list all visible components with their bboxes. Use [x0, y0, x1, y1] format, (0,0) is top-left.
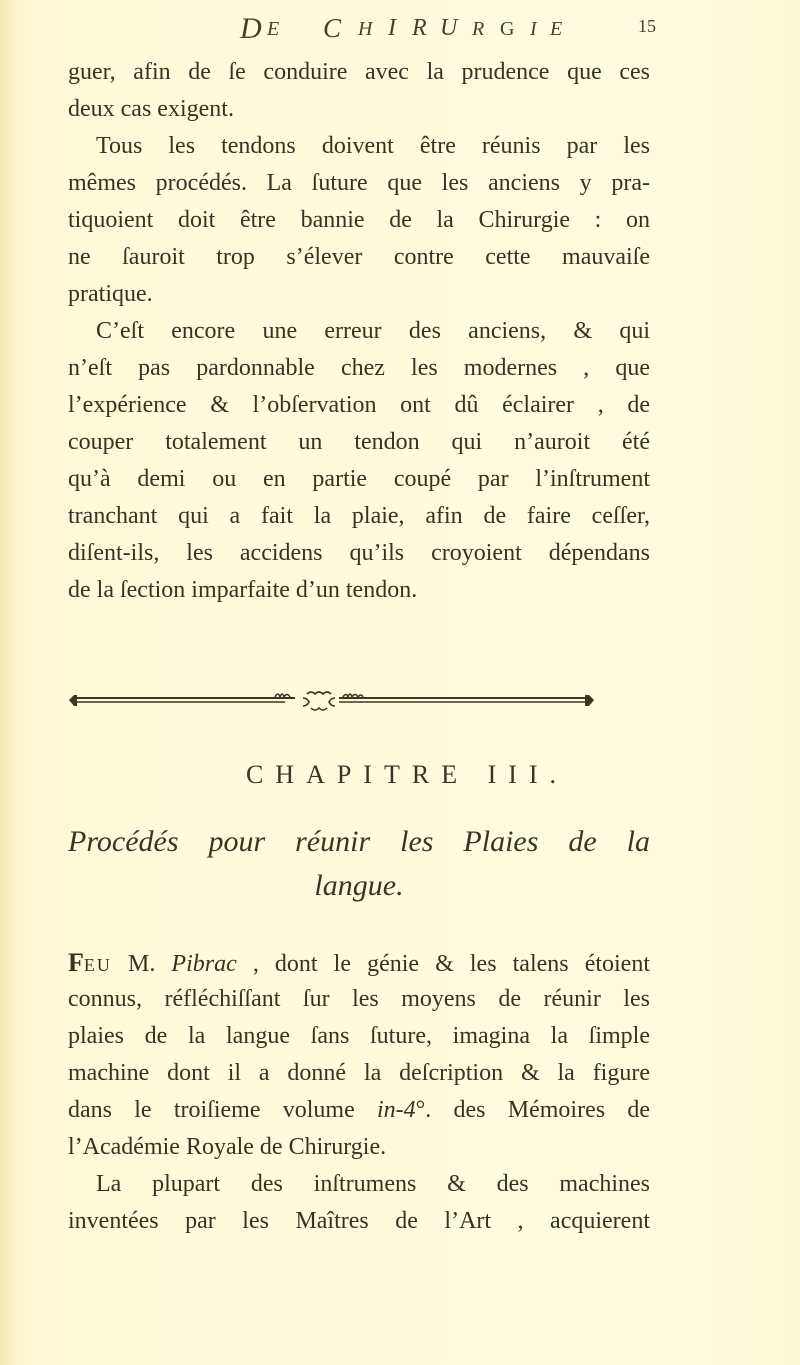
chapter-heading: CHAPITRE III. [245, 760, 569, 789]
running-head-letter: G [500, 18, 515, 40]
running-head-letter: E [267, 18, 280, 40]
text-line: de la ſection imparfaite d’un tendon. [68, 577, 418, 603]
text-line: couper totalement un tendon qui n’auroit été [68, 429, 650, 455]
text-line: C’eſt encore une erreur des anciens, & qui [96, 318, 650, 344]
running-head-letter: H [358, 18, 373, 40]
small-caps: EU [83, 955, 112, 975]
text-line: l’expérience & l’obſervation ont dû éclairer , de [68, 392, 650, 418]
text-fragment: dans le troiſieme volume [68, 1097, 377, 1123]
text-line [68, 1092, 650, 1129]
text-line-lead [68, 944, 650, 981]
text-line: mêmes procédés. La ſuture que les anciens y pra- [68, 170, 650, 196]
text-fragment: , dont le génie & les talens étoient [236, 951, 650, 977]
text-line: plaies de la langue ſans ſuture, imagina la ſimple [68, 1023, 650, 1049]
chapter-title [68, 820, 650, 908]
text-line: connus, réfléchiſſant ſur les moyens de réunir les [68, 986, 650, 1012]
running-head-letter: I [530, 18, 537, 40]
running-head-letter: C [323, 13, 342, 43]
text-block-1 [68, 54, 650, 609]
person-name: Pibrac [171, 951, 237, 977]
text-line: n’eſt pas pardonnable chez les modernes , que [68, 355, 650, 381]
chapter-title-line: Procédés pour réunir les Plaies de la [68, 825, 650, 858]
text-line: tranchant qui a fait la plaie, afin de faire ceſſer, [68, 503, 650, 529]
text-line: Tous les tendons doivent être réunis par les [96, 133, 650, 159]
typographic-rule-ornament-icon [67, 686, 595, 712]
text-fragment: °. des Mémoires de [415, 1097, 650, 1123]
text-line: diſent-ils, les accidens qu’ils croyoient dépendans [68, 540, 650, 566]
running-head-letter: I [388, 15, 396, 41]
text-fragment: M. [111, 951, 172, 977]
running-head-letter: R [412, 15, 427, 41]
page-number: 15 [638, 16, 656, 36]
text-line: pratique. [68, 281, 153, 307]
format-italic: in-4 [376, 1097, 416, 1123]
running-head-letter: R [472, 18, 485, 40]
text-line: machine dont il a donné la deſcription & la figure [68, 1060, 650, 1086]
chapter-title-line: langue. [314, 869, 404, 902]
text-block-2 [68, 944, 650, 1240]
running-head-letter: E [550, 18, 563, 40]
text-line: inventées par les Maîtres de l’Art , acquierent [68, 1208, 650, 1234]
running-head-letter: D [240, 12, 262, 45]
text-line: ne ſauroit trop s’élever contre cette mauvaiſe [68, 244, 650, 270]
text-line: deux cas exigent. [68, 96, 234, 122]
text-line: tiquoient doit être bannie de la Chirurgie : on [68, 207, 650, 233]
text-line: guer, afin de ſe conduire avec la prudence que ces [68, 59, 650, 85]
text-line: qu’à demi ou en partie coupé par l’inſtrument [68, 466, 650, 492]
text-line: La plupart des inſtrumens & des machines [96, 1171, 650, 1197]
text-line: l’Académie Royale de Chirurgie. [68, 1134, 387, 1160]
running-head-letter: U [440, 15, 458, 41]
running-head [240, 12, 660, 48]
drop-initial: F [68, 948, 84, 977]
